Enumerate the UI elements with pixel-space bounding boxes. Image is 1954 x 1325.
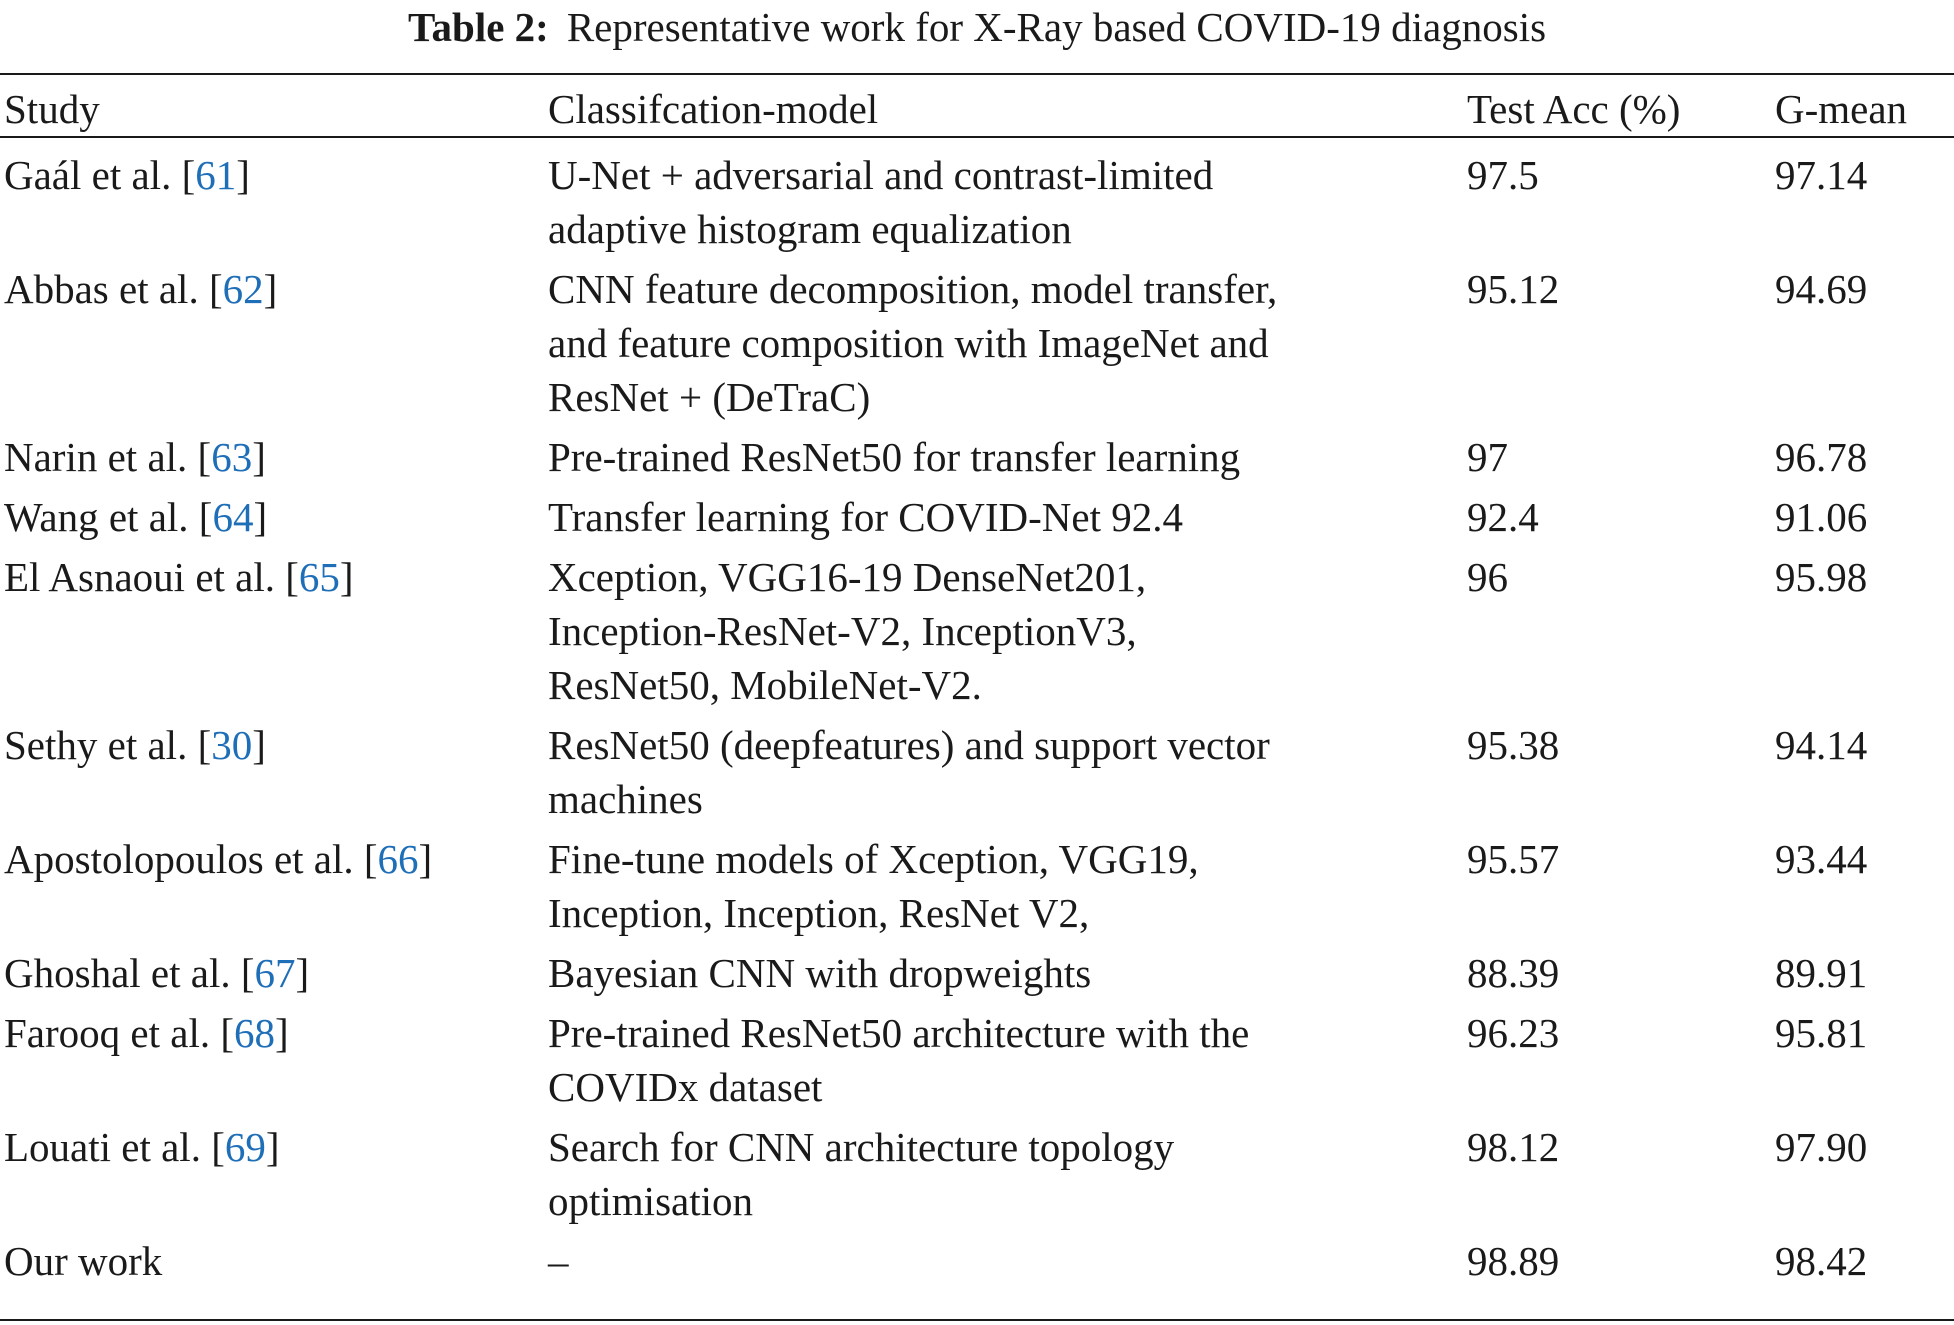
cell-model: U-Net + adversarial and contrast-limited adaptive histogram equalization [548,152,1214,252]
table-bottom-rule [0,1319,1954,1321]
table-caption [0,0,1954,66]
cell-study: Sethy et al. [30] [4,722,266,768]
cell-study: Ghoshal et al. [67] [4,950,310,996]
citation-link[interactable]: 62 [222,266,264,312]
cell-study: Apostolopoulos et al. [66] [4,836,433,882]
cell-g-mean: 96.78 [1775,434,1868,480]
header-test-acc: Test Acc (%) [1467,86,1681,132]
study-name: El Asnaoui et al. [4,554,276,600]
cell-model: ResNet50 (deepfeatures) and support vector machines [548,722,1270,822]
study-name: Ghoshal et al. [4,950,231,996]
study-name: Abbas et al. [4,266,199,312]
cell-model: Pre-trained ResNet50 for transfer learning [548,434,1241,480]
header-model: Classifcation-model [548,86,879,132]
cell-model: Bayesian CNN with dropweights [548,950,1092,996]
cell-g-mean: 97.14 [1775,152,1868,198]
study-name: Gaál et al. [4,152,172,198]
cell-study: Gaál et al. [61] [4,152,250,198]
study-name: Apostolopoulos et al. [4,836,354,882]
table-row [0,484,1954,544]
comparison-table [0,77,1954,1288]
cell-model: – [548,1238,569,1284]
citation-link[interactable]: 61 [195,152,237,198]
table-row [0,1114,1954,1228]
table-top-rule [0,73,1954,75]
cell-study: Louati et al. [69] [4,1124,280,1170]
citation-link[interactable]: 64 [212,494,254,540]
study-name: Narin et al. [4,434,188,480]
cell-test-acc: 95.57 [1467,836,1560,882]
table-row [0,826,1954,940]
table-caption-text: Representative work for X-Ray based COVID-19 diagnosis [566,4,1547,50]
cell-model: Fine-tune models of Xception, VGG19, Inception, Inception, ResNet V2, [548,836,1199,936]
cell-test-acc: 96 [1467,554,1508,600]
cell-test-acc: 92.4 [1467,494,1539,540]
cell-g-mean: 94.69 [1775,266,1868,312]
table-row [0,424,1954,484]
cell-g-mean: 94.14 [1775,722,1868,768]
study-name: Farooq et al. [4,1010,211,1056]
cell-g-mean: 91.06 [1775,494,1868,540]
cell-model: Xception, VGG16-19 DenseNet201, Inception-ResNet-V2, InceptionV3, ResNet50, MobileNet-V2. [548,554,1147,708]
cell-test-acc: 98.89 [1467,1238,1560,1284]
cell-test-acc: 88.39 [1467,950,1560,996]
study-name: Louati et al. [4,1124,201,1170]
citation-link[interactable]: 68 [234,1010,275,1056]
table-row [0,1000,1954,1114]
citation-link[interactable]: 30 [211,722,253,768]
table-caption-label: Table 2: [407,4,549,50]
citation-link[interactable]: 66 [377,836,419,882]
citation-link[interactable]: 65 [298,554,340,600]
cell-g-mean: 97.90 [1775,1124,1868,1170]
header-study: Study [4,86,100,132]
table-row [0,1228,1954,1288]
study-name: Sethy et al. [4,722,188,768]
table-row [0,712,1954,826]
cell-study: Farooq et al. [68] [4,1010,289,1056]
citation-link[interactable]: 69 [224,1124,266,1170]
cell-test-acc: 97.5 [1467,152,1539,198]
table-row [0,940,1954,1000]
cell-model: Pre-trained ResNet50 architecture with the COVIDx dataset [548,1010,1250,1110]
cell-g-mean: 89.91 [1775,950,1868,996]
cell-study: Wang et al. [64] [4,494,268,540]
cell-study: Narin et al. [63] [4,434,266,480]
table-row [0,142,1954,256]
cell-test-acc: 97 [1467,434,1508,480]
table-header-row [0,77,1954,142]
table-row [0,256,1954,424]
cell-study [0,1228,546,1288]
table-body [0,142,1954,1288]
study-name: Our work [4,1238,163,1284]
cell-test-acc: 96.23 [1467,1010,1560,1056]
cell-model: Transfer learning for COVID-Net 92.4 [548,494,1183,540]
citation-link[interactable]: 67 [254,950,296,996]
cell-study: El Asnaoui et al. [65] [4,554,354,600]
study-name: Wang et al. [4,494,189,540]
cell-g-mean: 95.81 [1775,1010,1868,1056]
cell-model: Search for CNN architecture topology optimisation [548,1124,1175,1224]
cell-test-acc: 95.38 [1467,722,1560,768]
citation-link[interactable]: 63 [211,434,253,480]
cell-test-acc: 98.12 [1467,1124,1560,1170]
cell-test-acc: 95.12 [1467,266,1560,312]
cell-g-mean: 98.42 [1775,1238,1868,1284]
cell-g-mean: 93.44 [1775,836,1868,882]
cell-study: Abbas et al. [62] [4,266,278,312]
table-row [0,544,1954,712]
cell-g-mean: 95.98 [1775,554,1868,600]
cell-model: CNN feature decomposition, model transfer, and feature composition with ImageNet and ResNet + (DeTraC) [548,266,1278,420]
header-g-mean: G-mean [1775,86,1908,132]
